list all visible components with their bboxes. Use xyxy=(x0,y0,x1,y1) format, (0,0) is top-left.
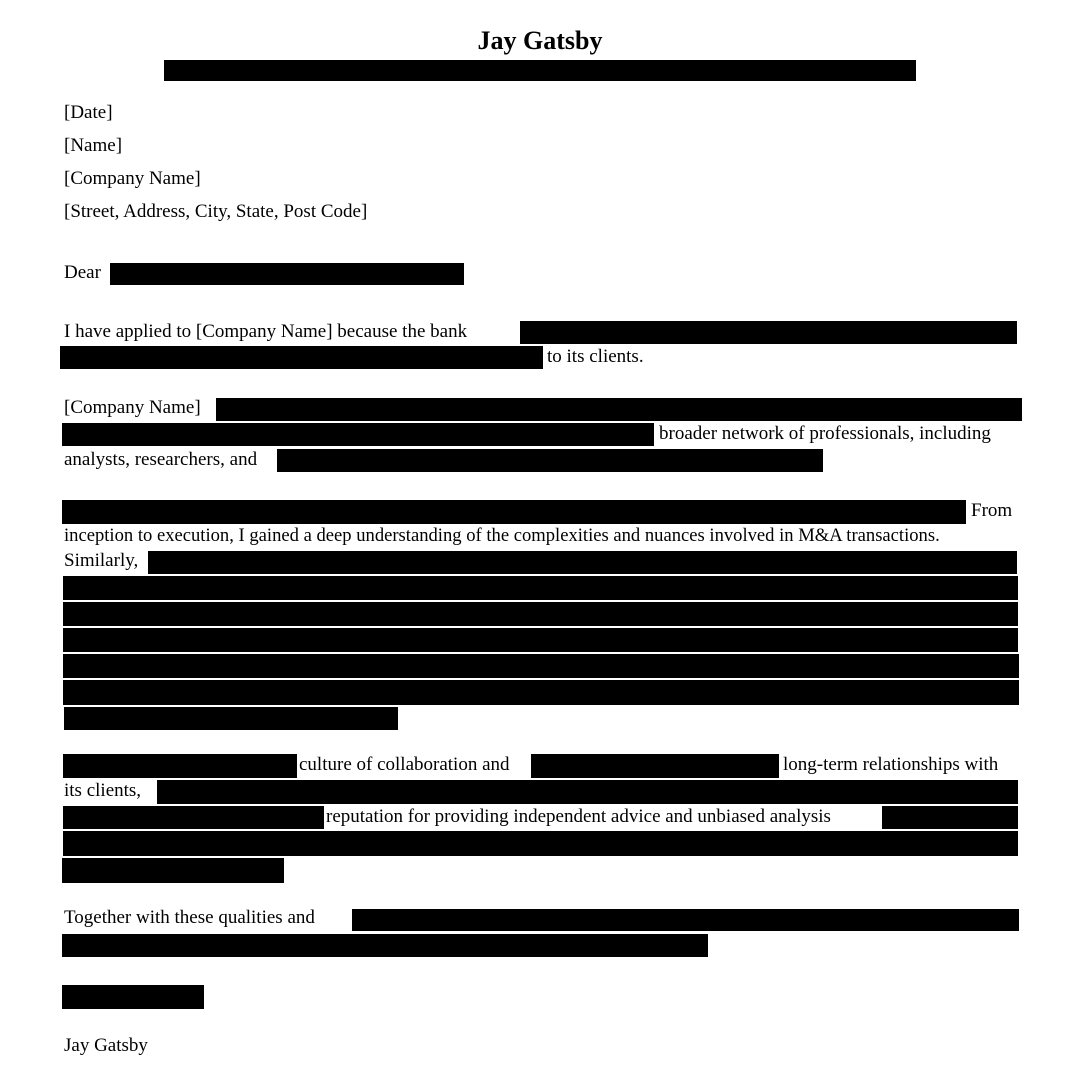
redacted-recipient xyxy=(110,263,464,285)
paragraph2-intro: [Company Name] xyxy=(64,397,201,418)
recipient-name-line: [Name] xyxy=(64,135,123,156)
redacted-text xyxy=(62,934,708,957)
redacted-text xyxy=(63,806,324,829)
redacted-text xyxy=(157,780,1018,804)
redacted-contact-line xyxy=(164,60,916,81)
redacted-text xyxy=(62,858,284,883)
paragraph4-culture: culture of collaboration and xyxy=(299,754,510,775)
redacted-text xyxy=(520,321,1017,344)
paragraph3-from: From xyxy=(971,500,1013,521)
paragraph3-similarly: Similarly, xyxy=(64,550,139,571)
date-line: [Date] xyxy=(64,102,113,123)
address-line: [Street, Address, City, State, Post Code] xyxy=(64,201,368,222)
redacted-text xyxy=(63,831,1018,856)
redacted-text xyxy=(63,680,1019,705)
redacted-text xyxy=(63,654,1019,678)
redacted-text xyxy=(352,909,1019,931)
applicant-name-heading: Jay Gatsby xyxy=(477,26,603,55)
redacted-text xyxy=(216,398,1022,421)
redacted-text xyxy=(277,449,823,472)
paragraph1-intro: I have applied to [Company Name] because the bank xyxy=(64,321,468,342)
redacted-text xyxy=(63,754,297,778)
paragraph4-clients: its clients, xyxy=(64,780,142,801)
redacted-text xyxy=(148,551,1017,574)
redacted-text xyxy=(531,754,779,778)
paragraph1-tail: to its clients. xyxy=(547,346,644,367)
redacted-text xyxy=(60,346,543,369)
redacted-text xyxy=(63,602,1018,626)
paragraph5-intro: Together with these qualities and xyxy=(64,907,315,928)
redacted-text xyxy=(63,628,1018,652)
redacted-text xyxy=(63,576,1018,600)
redacted-text xyxy=(882,806,1018,829)
redacted-closing xyxy=(62,985,204,1009)
redacted-text xyxy=(62,500,966,524)
company-name-line: [Company Name] xyxy=(64,168,201,189)
redacted-text xyxy=(62,423,654,446)
signature-name: Jay Gatsby xyxy=(64,1035,148,1056)
salutation: Dear xyxy=(64,262,101,283)
paragraph3-line2: inception to execution, I gained a deep understanding of the complexities and nuances involved in M&A transactions. xyxy=(64,525,940,546)
paragraph4-reputation: reputation for providing independent advice and unbiased analysis xyxy=(326,806,831,827)
paragraph2-line3: analysts, researchers, and xyxy=(64,449,258,470)
paragraph2-fragment: broader network of professionals, including xyxy=(659,423,991,444)
paragraph4-longterm: long-term relationships with xyxy=(783,754,999,775)
redacted-text xyxy=(64,707,398,730)
